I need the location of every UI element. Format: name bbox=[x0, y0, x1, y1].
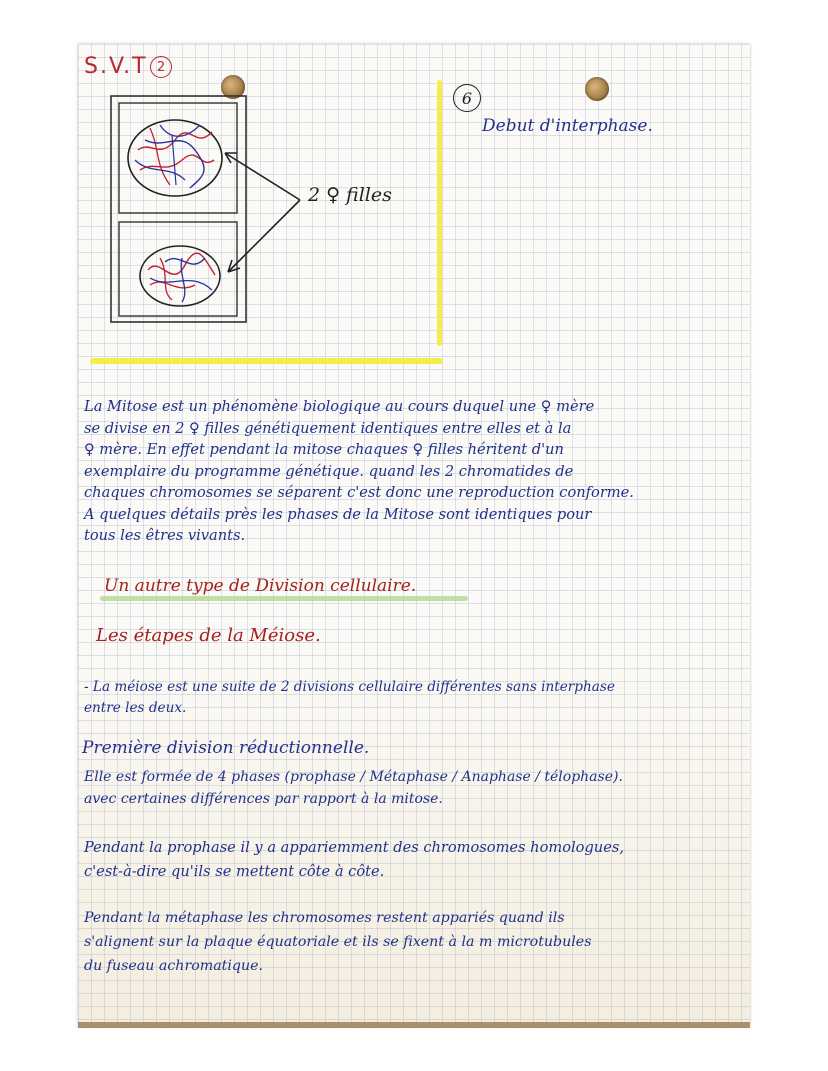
meiosis-intro-paragraph bbox=[84, 677, 734, 719]
section-title-2: Les étapes de la Méiose. bbox=[96, 625, 321, 646]
mitosis-line-5: chaques chromosomes se séparent c'est donc une reproduction conforme. bbox=[84, 484, 634, 501]
section-title-3: Première division réductionnelle. bbox=[82, 738, 370, 758]
metaphase-paragraph bbox=[84, 906, 734, 978]
first-division-line-2: avec certaines différences par rapport à la mitose. bbox=[84, 791, 443, 807]
prophase-paragraph bbox=[84, 836, 734, 884]
metaphase-line-1: Pendant la métaphase les chromosomes restent appariés quand ils bbox=[84, 910, 565, 926]
mitosis-line-6: A quelques détails près les phases de la Mitose sont identiques pour bbox=[84, 505, 592, 523]
frame-number: 6 bbox=[461, 88, 473, 108]
metaphase-line-3: du fuseau achromatique. bbox=[84, 958, 264, 974]
section-title-1-highlight bbox=[100, 596, 468, 601]
vertical-highlight-bar bbox=[437, 80, 442, 346]
subject-title: S.V.T bbox=[84, 54, 148, 79]
arrow-lower bbox=[228, 200, 300, 272]
frame-number-circle bbox=[453, 84, 481, 112]
first-division-paragraph bbox=[84, 766, 734, 810]
prophase-line-2: c'est-à-dire qu'ils se mettent côte à côte. bbox=[84, 863, 385, 880]
first-division-line-1: Elle est formée de 4 phases (prophase / Métaphase / Anaphase / télophase). bbox=[84, 769, 623, 785]
page-bottom-edge bbox=[78, 1022, 750, 1028]
outer-frame bbox=[111, 96, 246, 322]
mitosis-line-7: tous les êtres vivants. bbox=[84, 527, 246, 544]
mitosis-paragraph bbox=[84, 396, 734, 547]
cell-division-diagram bbox=[0, 0, 828, 380]
prophase-line-1: Pendant la prophase il y a appariemment des chromosomes homologues, bbox=[84, 839, 624, 856]
meiosis-intro-line-2: entre les deux. bbox=[84, 700, 187, 716]
mitosis-line-1: La Mitose est un phénomène biologique au cours duquel une ♀ mère bbox=[84, 398, 595, 415]
horizontal-highlight-bar bbox=[90, 358, 443, 364]
daughter-cells-label: 2 ♀ filles bbox=[308, 184, 392, 206]
mitosis-line-4: exemplaire du programme génétique. quand les 2 chromatides de bbox=[84, 462, 574, 480]
frame-caption: Debut d'interphase. bbox=[482, 116, 653, 136]
mitosis-line-3: ♀ mère. En effet pendant la mitose chaques ♀ filles héritent d'un bbox=[84, 441, 564, 458]
page-number: 2 bbox=[156, 59, 166, 75]
upper-nucleus bbox=[128, 120, 222, 196]
arrow-upper bbox=[225, 153, 300, 200]
metaphase-line-2: s'alignent sur la plaque équatoriale et ils se fixent à la m microtubules bbox=[84, 934, 592, 950]
lower-nucleus bbox=[140, 246, 220, 306]
meiosis-intro-line-1: - La méiose est une suite de 2 divisions cellulaire différentes sans interphase bbox=[84, 679, 615, 695]
mitosis-line-2: se divise en 2 ♀ filles génétiquement identiques entre elles et à la bbox=[84, 419, 572, 437]
section-title-1: Un autre type de Division cellulaire. bbox=[104, 576, 417, 596]
